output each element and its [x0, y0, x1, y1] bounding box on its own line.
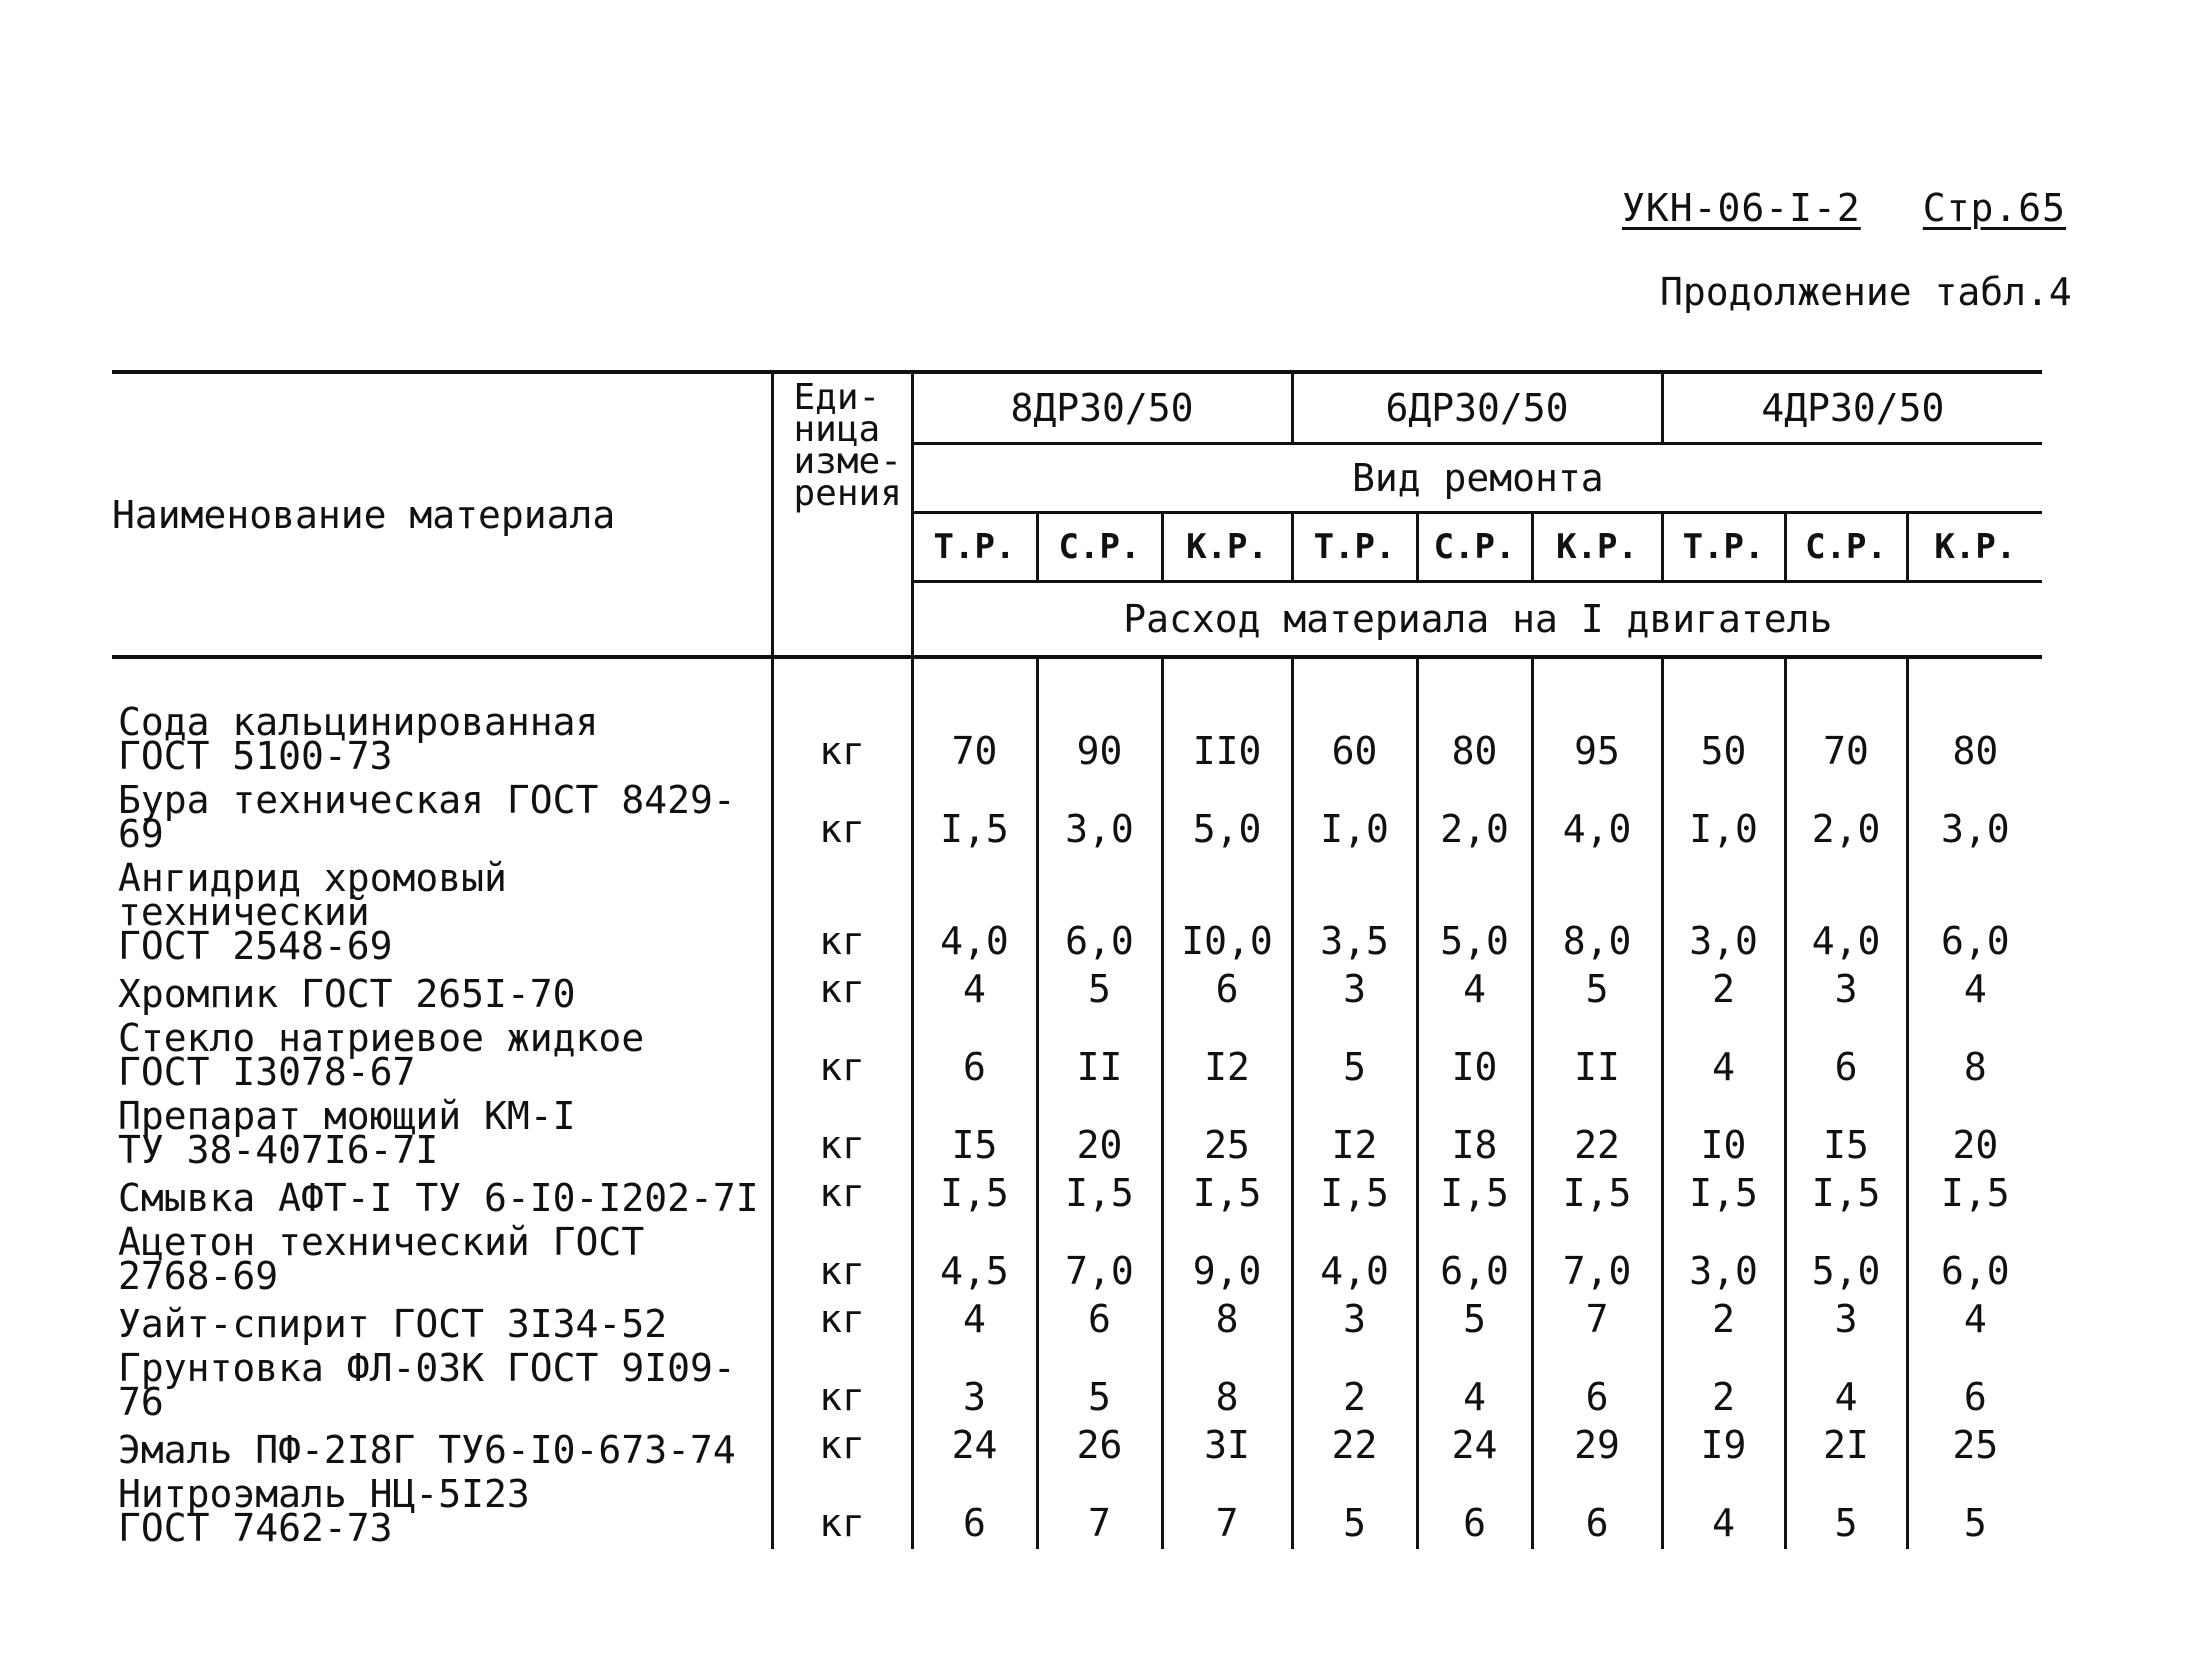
consumption-value: I2	[1292, 1093, 1417, 1171]
consumption-value: 5	[1785, 1471, 1907, 1549]
consumption-value: 4,0	[1785, 855, 1907, 967]
table-row	[112, 777, 2042, 855]
consumption-value: 6	[1037, 1297, 1162, 1345]
consumption-value: 3,0	[1662, 855, 1785, 967]
consumption-value: 3	[1292, 967, 1417, 1015]
table-row	[112, 1015, 2042, 1093]
consumption-value: 95	[1532, 699, 1662, 777]
consumption-value: 2	[1292, 1345, 1417, 1423]
repair-type-header: К.Р.	[1532, 513, 1662, 582]
consumption-value: 5	[1417, 1297, 1532, 1345]
consumption-value: I0	[1417, 1015, 1532, 1093]
consumption-value: 4	[1417, 1345, 1532, 1423]
page-number: Стр.65	[1922, 186, 2067, 230]
consumption-value: II	[1037, 1015, 1162, 1093]
consumption-value: 26	[1037, 1423, 1162, 1471]
consumption-value: 3	[1292, 1297, 1417, 1345]
consumption-value: 9,0	[1162, 1219, 1292, 1297]
column-header-model-1: 8ДР30/50	[912, 372, 1292, 444]
table-row	[112, 1423, 2042, 1471]
repair-type-header: С.Р.	[1037, 513, 1162, 582]
consumption-value: I0,0	[1162, 855, 1292, 967]
material-name: Ацетон технический ГОСТ 2768-69	[118, 1220, 645, 1298]
consumption-value: I,0	[1662, 777, 1785, 855]
consumption-value: I,5	[1785, 1171, 1907, 1219]
consumption-value: 20	[1037, 1093, 1162, 1171]
consumption-value: 6	[912, 1015, 1037, 1093]
material-name: Эмаль ПФ-2I8Г ТУ6-I0-673-74	[118, 1428, 736, 1472]
consumption-value: 6,0	[1417, 1219, 1532, 1297]
consumption-value: I,0	[1292, 777, 1417, 855]
consumption-value: 80	[1907, 699, 2042, 777]
consumption-value: 6	[912, 1471, 1037, 1549]
consumption-value: 8	[1162, 1297, 1292, 1345]
consumption-value: 5,0	[1785, 1219, 1907, 1297]
consumption-value: II0	[1162, 699, 1292, 777]
consumption-value: 4	[1662, 1471, 1785, 1549]
table-row	[112, 855, 2042, 967]
material-unit: кг	[772, 1345, 912, 1423]
material-unit: кг	[772, 1471, 912, 1549]
material-name: Грунтовка ФЛ-03К ГОСТ 9I09-76	[118, 1346, 736, 1424]
consumption-value: 90	[1037, 699, 1162, 777]
consumption-value: 4,0	[912, 855, 1037, 967]
repair-type-header: Т.Р.	[912, 513, 1037, 582]
document-header	[1622, 186, 2066, 230]
consumption-value: 2I	[1785, 1423, 1907, 1471]
consumption-value: 6,0	[1907, 855, 2042, 967]
consumption-value: I0	[1662, 1093, 1785, 1171]
repair-type-header: С.Р.	[1417, 513, 1532, 582]
table-row	[112, 1171, 2042, 1219]
consumption-value: 5	[1292, 1471, 1417, 1549]
consumption-value: 6	[1417, 1471, 1532, 1549]
consumption-value: 2	[1662, 1297, 1785, 1345]
column-header-unit: Еди- ница изме- рения	[772, 372, 912, 657]
table-row	[112, 967, 2042, 1015]
consumption-value: 5	[1037, 967, 1162, 1015]
consumption-value: 6	[1785, 1015, 1907, 1093]
table-data-rows	[112, 699, 2042, 1549]
consumption-value: 50	[1662, 699, 1785, 777]
material-unit: кг	[772, 777, 912, 855]
consumption-value: 25	[1162, 1093, 1292, 1171]
column-header-consumption: Расход материала на I двигатель	[912, 582, 2042, 658]
consumption-value: 7	[1532, 1297, 1662, 1345]
materials-table	[112, 370, 2042, 1549]
material-unit: кг	[772, 699, 912, 777]
consumption-value: 70	[1785, 699, 1907, 777]
consumption-value: 2	[1662, 1345, 1785, 1423]
consumption-value: I,5	[912, 1171, 1037, 1219]
document-code: УКН-06-I-2	[1622, 186, 1861, 230]
consumption-value: 6	[1162, 967, 1292, 1015]
consumption-value: 6	[1532, 1471, 1662, 1549]
consumption-value: 8,0	[1532, 855, 1662, 967]
consumption-value: 4	[1417, 967, 1532, 1015]
repair-type-header: Т.Р.	[1292, 513, 1417, 582]
repair-type-header: С.Р.	[1785, 513, 1907, 582]
consumption-value: I,5	[1162, 1171, 1292, 1219]
consumption-value: 7	[1037, 1471, 1162, 1549]
table-row	[112, 1297, 2042, 1345]
consumption-value: I,5	[1532, 1171, 1662, 1219]
consumption-value: 6,0	[1907, 1219, 2042, 1297]
material-unit: кг	[772, 1297, 912, 1345]
consumption-value: 3,0	[1662, 1219, 1785, 1297]
consumption-value: 24	[1417, 1423, 1532, 1471]
consumption-value: 5	[1037, 1345, 1162, 1423]
repair-type-header: К.Р.	[1162, 513, 1292, 582]
consumption-value: 22	[1292, 1423, 1417, 1471]
consumption-value: 3,0	[1907, 777, 2042, 855]
header-row-models	[112, 372, 2042, 444]
consumption-value: I,5	[1907, 1171, 2042, 1219]
consumption-value: 7,0	[1037, 1219, 1162, 1297]
consumption-value: II	[1532, 1015, 1662, 1093]
consumption-value: I,5	[1037, 1171, 1162, 1219]
consumption-value: 70	[912, 699, 1037, 777]
consumption-value: 3	[1785, 967, 1907, 1015]
consumption-value: 4	[1785, 1345, 1907, 1423]
material-unit: кг	[772, 1093, 912, 1171]
consumption-value: 5,0	[1162, 777, 1292, 855]
consumption-value: 20	[1907, 1093, 2042, 1171]
consumption-value: 2	[1662, 967, 1785, 1015]
consumption-value: I,5	[1662, 1171, 1785, 1219]
table-row	[112, 1219, 2042, 1297]
consumption-value: 4	[1907, 1297, 2042, 1345]
column-header-repair-kind: Вид ремонта	[912, 444, 2042, 513]
table-row	[112, 1471, 2042, 1549]
table-continuation-label: Продолжение табл.4	[1660, 270, 2072, 314]
consumption-value: I9	[1662, 1423, 1785, 1471]
materials-table-container	[112, 370, 2042, 1549]
consumption-value: 3,0	[1037, 777, 1162, 855]
repair-type-header: Т.Р.	[1662, 513, 1785, 582]
consumption-value: 3I	[1162, 1423, 1292, 1471]
consumption-value: I,5	[1292, 1171, 1417, 1219]
header-gap-row	[112, 657, 2042, 699]
consumption-value: 7	[1162, 1471, 1292, 1549]
material-unit: кг	[772, 1171, 912, 1219]
consumption-value: 4	[1662, 1015, 1785, 1093]
material-unit: кг	[772, 1423, 912, 1471]
material-name: Ангидрид хромовый технический ГОСТ 2548-69	[118, 856, 507, 968]
consumption-value: 4,5	[912, 1219, 1037, 1297]
consumption-value: 22	[1532, 1093, 1662, 1171]
table-row	[112, 1093, 2042, 1171]
consumption-value: 5,0	[1417, 855, 1532, 967]
material-name: Препарат моющий КМ-I ТУ 38-407I6-7I	[118, 1094, 576, 1172]
consumption-value: 2,0	[1417, 777, 1532, 855]
material-unit: кг	[772, 855, 912, 967]
column-header-model-2: 6ДР30/50	[1292, 372, 1662, 444]
consumption-value: 3,5	[1292, 855, 1417, 967]
material-name: Сода кальцинированная ГОСТ 5100-73	[118, 700, 599, 778]
material-name: Стекло натриевое жидкое ГОСТ I3078-67	[118, 1016, 645, 1094]
consumption-value: 8	[1162, 1345, 1292, 1423]
material-unit: кг	[772, 1015, 912, 1093]
consumption-value: 60	[1292, 699, 1417, 777]
table-row	[112, 1345, 2042, 1423]
table-body	[112, 372, 2042, 699]
consumption-value: 2,0	[1785, 777, 1907, 855]
material-name: Смывка АФТ-I ТУ 6-I0-I202-7I	[118, 1176, 759, 1220]
column-header-material-name: Наименование материала	[112, 372, 772, 657]
consumption-value: 8	[1907, 1015, 2042, 1093]
material-name: Уайт-спирит ГОСТ 3I34-52	[118, 1302, 668, 1346]
consumption-value: 6	[1907, 1345, 2042, 1423]
consumption-value: 80	[1417, 699, 1532, 777]
consumption-value: 7,0	[1532, 1219, 1662, 1297]
consumption-value: I8	[1417, 1093, 1532, 1171]
consumption-value: 24	[912, 1423, 1037, 1471]
consumption-value: I2	[1162, 1015, 1292, 1093]
material-unit: кг	[772, 1219, 912, 1297]
consumption-value: 25	[1907, 1423, 2042, 1471]
consumption-value: 3	[1785, 1297, 1907, 1345]
material-name: Хромпик ГОСТ 265I-70	[118, 972, 576, 1016]
material-unit: кг	[772, 967, 912, 1015]
consumption-value: 5	[1292, 1015, 1417, 1093]
consumption-value: 5	[1907, 1471, 2042, 1549]
material-name: Бура техническая ГОСТ 8429-69	[118, 778, 736, 856]
material-name: Нитроэмаль НЦ-5I23 ГОСТ 7462-73	[118, 1472, 530, 1550]
consumption-value: 4,0	[1292, 1219, 1417, 1297]
consumption-value: I5	[912, 1093, 1037, 1171]
consumption-value: 4,0	[1532, 777, 1662, 855]
consumption-value: 29	[1532, 1423, 1662, 1471]
consumption-value: I,5	[912, 777, 1037, 855]
consumption-value: 4	[912, 967, 1037, 1015]
consumption-value: 4	[1907, 967, 2042, 1015]
consumption-value: 6	[1532, 1345, 1662, 1423]
consumption-value: 3	[912, 1345, 1037, 1423]
consumption-value: I,5	[1417, 1171, 1532, 1219]
table-row	[112, 699, 2042, 777]
column-header-model-3: 4ДР30/50	[1662, 372, 2042, 444]
repair-type-header: К.Р.	[1907, 513, 2042, 582]
consumption-value: 4	[912, 1297, 1037, 1345]
consumption-value: 6,0	[1037, 855, 1162, 967]
consumption-value: 5	[1532, 967, 1662, 1015]
consumption-value: I5	[1785, 1093, 1907, 1171]
